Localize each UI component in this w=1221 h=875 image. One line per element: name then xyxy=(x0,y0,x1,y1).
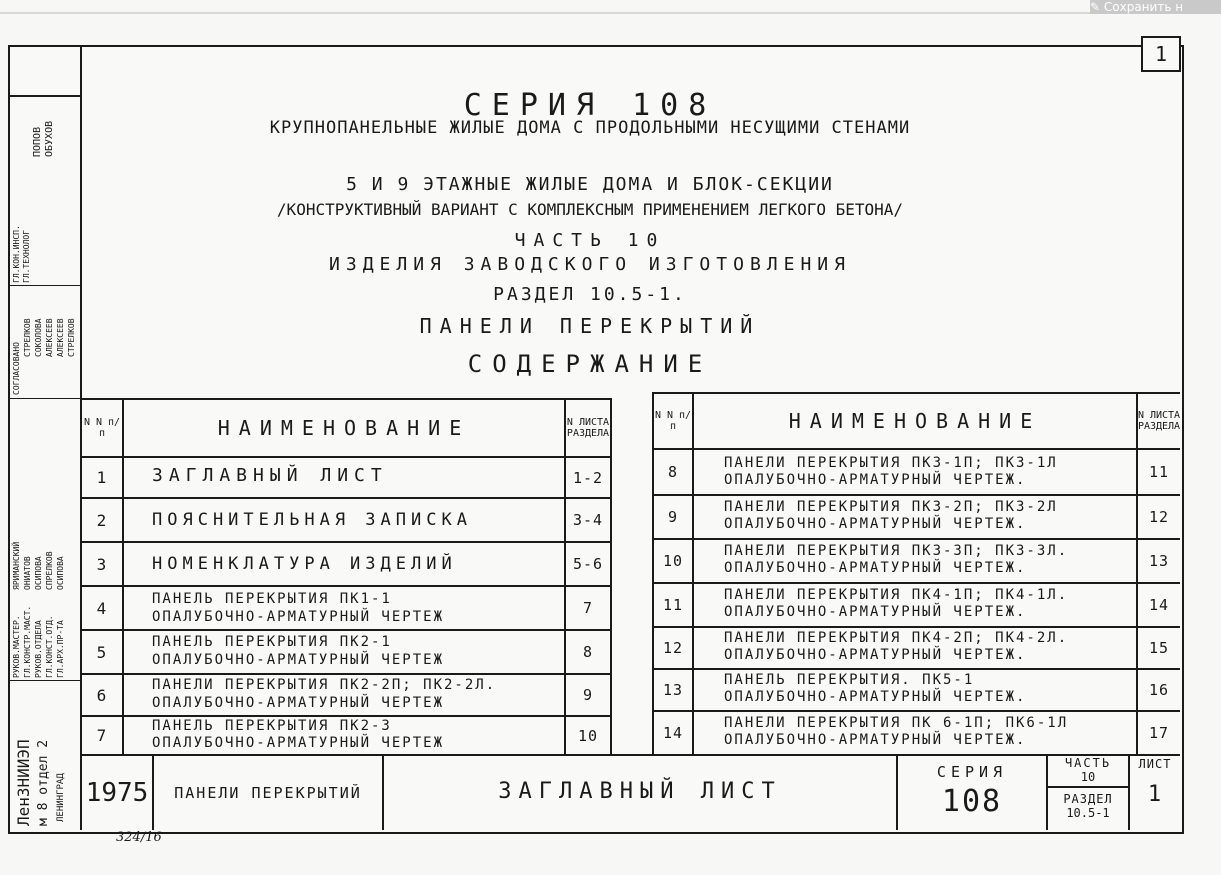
top-divider xyxy=(0,12,1221,14)
row-line xyxy=(82,497,612,499)
row-line xyxy=(652,710,1180,712)
footnote: 324/16 xyxy=(116,830,162,845)
row-line xyxy=(82,715,612,717)
contents-title: СОДЕРЖАНИЕ xyxy=(467,350,713,378)
side-role-2: ГЛ.КОНСТР.МАСТ. xyxy=(23,605,32,678)
row-name: ПАНЕЛЬ ПЕРЕКРЫТИЯ. ПК5-1 xyxy=(724,672,975,688)
side-top-name-2: ОБУХОВ xyxy=(44,120,55,157)
contents-table-left xyxy=(82,398,612,756)
save-button[interactable] xyxy=(1090,0,1221,14)
sheet-number-box xyxy=(1141,36,1181,72)
side-name-4: СПРЕЛКОВ xyxy=(45,551,54,590)
row-line xyxy=(652,494,1180,496)
side-mid-1: СТРЕЛКОВ xyxy=(23,318,32,357)
row-sheet: 9 xyxy=(582,686,594,704)
row-num: 12 xyxy=(662,639,684,657)
stamp-document: ЗАГЛАВНЫЙ ЛИСТ xyxy=(498,778,782,804)
row-name: ПАНЕЛИ ПЕРЕКРЫТИЯ ПК4-1П; ПК4-1Л. xyxy=(724,587,1069,603)
side-mid-block xyxy=(10,287,80,397)
row-name: ПАНЕЛЬ ПЕРЕКРЫТИЯ ПК1-1 xyxy=(152,591,392,607)
side-mid-3: АЛЕКСЕЕВ xyxy=(45,318,54,357)
row-sheet: 1-2 xyxy=(572,468,604,487)
row-num: 8 xyxy=(667,463,679,481)
row-name-2: ОПАЛУБОЧНО-АРМАТУРНЫЙ ЧЕРТЕЖ. xyxy=(724,647,1027,663)
stamp-sheet-value: 1 xyxy=(1147,781,1163,807)
stamp-sheet-label: ЛИСТ xyxy=(1138,756,1172,771)
col-name-header: НАИМЕНОВАНИЕ xyxy=(217,416,471,440)
row-sheet: 7 xyxy=(582,599,594,617)
row-num: 5 xyxy=(96,642,108,662)
row-sheet: 12 xyxy=(1148,508,1170,526)
side-top-role-2: ГЛ.ТЕХНОЛОГ xyxy=(22,230,31,283)
row-name-2: ОПАЛУБОЧНО-АРМАТУРНЫЙ ЧЕРТЕЖ xyxy=(152,735,445,751)
table-header-line xyxy=(82,456,612,458)
save-label: Сохранить н xyxy=(1103,0,1184,14)
row-name-2: ОПАЛУБОЧНО-АРМАТУРНЫЙ ЧЕРТЕЖ. xyxy=(724,732,1027,748)
row-line xyxy=(652,538,1180,540)
stamp-object: ПАНЕЛИ ПЕРЕКРЫТИЙ xyxy=(174,784,362,802)
row-num: 10 xyxy=(662,552,684,570)
side-name-1: ЯРИМАНСКИЙ xyxy=(12,541,21,590)
table-border xyxy=(610,398,612,756)
col-sheet-header: N ЛИСТА РАЗДЕЛА xyxy=(1137,410,1181,432)
row-name: ПАНЕЛЬ ПЕРЕКРЫТИЯ ПК2-1 xyxy=(152,634,392,650)
side-role-5: ГЛ.АРХ.ПР-ТА xyxy=(56,620,65,678)
row-line xyxy=(82,585,612,587)
row-sheet: 11 xyxy=(1148,463,1170,481)
row-name: ПАНЕЛИ ПЕРЕКРЫТИЯ ПК 6-1П; ПК6-1Л xyxy=(724,715,1069,731)
side-top-role-1: ГЛ.КОН.ИНСП. xyxy=(12,225,21,283)
row-sheet: 15 xyxy=(1148,639,1170,657)
row-line xyxy=(652,626,1180,628)
stamp-year: 1975 xyxy=(85,778,149,808)
row-name: НОМЕНКЛАТУРА ИЗДЕЛИЙ xyxy=(152,554,457,574)
row-name-2: ОПАЛУБОЧНО-АРМАТУРНЫЙ ЧЕРТЕЖ. xyxy=(724,516,1027,532)
side-name-2: ОНИАТОВ xyxy=(23,556,32,590)
row-name-2: ОПАЛУБОЧНО-АРМАТУРНЫЙ ЧЕРТЕЖ xyxy=(152,609,445,625)
side-role-1: РУКОВ.МАСТЕР. xyxy=(12,615,21,678)
edit-icon: ✎ xyxy=(1090,0,1101,14)
row-line xyxy=(652,668,1180,670)
row-name: ПАНЕЛИ ПЕРЕКРЫТИЯ ПК2-2П; ПК2-2Л. xyxy=(152,677,497,693)
side-divider xyxy=(8,285,82,286)
row-sheet: 13 xyxy=(1148,552,1170,570)
side-role-3: РУКОВ.ОТДЕЛА xyxy=(34,620,43,678)
side-divider-2 xyxy=(8,398,82,399)
row-sheet: 14 xyxy=(1148,596,1170,614)
row-num: 7 xyxy=(96,726,108,745)
title-line1: 5 И 9 ЭТАЖНЫЕ ЖИЛЫЕ ДОМА И БЛОК-СЕКЦИИ xyxy=(346,174,834,195)
row-num: 14 xyxy=(662,724,684,742)
row-name-2: ОПАЛУБОЧНО-АРМАТУРНЫЙ ЧЕРТЕЖ. xyxy=(724,604,1027,620)
part-title: ЧАСТЬ 10 xyxy=(514,230,666,251)
row-sheet: 16 xyxy=(1148,681,1170,699)
series-title: СЕРИЯ 108 xyxy=(463,88,717,123)
row-name-2: ОПАЛУБОЧНО-АРМАТУРНЫЙ ЧЕРТЕЖ xyxy=(152,695,445,711)
stamp-row xyxy=(1046,786,1128,788)
row-name: ПОЯСНИТЕЛЬНАЯ ЗАПИСКА xyxy=(152,510,472,530)
col-sheet-header: N ЛИСТА РАЗДЕЛА xyxy=(566,417,610,439)
row-num: 2 xyxy=(96,510,108,530)
side-mid-label: СОГЛАСОВАНО xyxy=(12,342,21,395)
row-name: ЗАГЛАВНЫЙ ЛИСТ xyxy=(152,465,388,486)
side-mid-4: АЛЕКСЕЕВ xyxy=(56,318,65,357)
row-line xyxy=(82,541,612,543)
row-name-2: ОПАЛУБОЧНО-АРМАТУРНЫЙ ЧЕРТЕЖ. xyxy=(724,689,1027,705)
row-num: 11 xyxy=(662,596,684,614)
row-sheet: 17 xyxy=(1148,724,1170,742)
stamp-section-label: РАЗДЕЛ xyxy=(1063,791,1113,806)
row-num: 13 xyxy=(662,681,684,699)
side-org-block xyxy=(10,682,80,828)
row-num: 1 xyxy=(96,468,108,487)
row-name: ПАНЕЛИ ПЕРЕКРЫТИЯ ПК3-1П; ПК3-1Л xyxy=(724,455,1058,471)
side-divider-3 xyxy=(8,680,82,681)
side-org-1: ЛенЗНИИЭП xyxy=(14,739,33,826)
row-num: 9 xyxy=(667,508,679,526)
side-mid-2: СОКОЛОВА xyxy=(34,318,43,357)
side-top-name-1: ПОПОВ xyxy=(32,126,43,157)
side-mid-5: СТРЕЛКОВ xyxy=(67,318,76,357)
stamp-section-value: 10.5-1 xyxy=(1066,805,1110,820)
row-name: ПАНЕЛИ ПЕРЕКРЫТИЯ ПК3-2П; ПК3-2Л xyxy=(724,499,1058,515)
side-name-5: ОСИПОВА xyxy=(56,556,65,590)
series-subtitle: КРУПНОПАНЕЛЬНЫЕ ЖИЛЫЕ ДОМА С ПРОДОЛЬНЫМИ НЕСУЩИМИ СТЕНАМИ xyxy=(269,118,911,138)
title-block xyxy=(82,754,1180,830)
row-sheet: 10 xyxy=(577,726,599,745)
stamp-part-label: ЧАСТЬ xyxy=(1064,755,1112,770)
contents-table-right xyxy=(652,392,1180,756)
row-sheet: 3-4 xyxy=(572,511,604,529)
row-name: ПАНЕЛЬ ПЕРЕКРЫТИЯ ПК2-3 xyxy=(152,718,392,734)
row-num: 4 xyxy=(96,598,108,618)
col-num-header: N N п/п xyxy=(83,417,121,439)
side-signatures-block xyxy=(10,400,80,680)
stamp-series-value: 108 xyxy=(941,783,1003,819)
section-title: РАЗДЕЛ 10.5-1. xyxy=(493,284,687,305)
side-name-3: ОСИПОВА xyxy=(34,556,43,590)
stamp-part-value: 10 xyxy=(1080,769,1096,784)
side-top-block xyxy=(10,97,80,287)
row-name-2: ОПАЛУБОЧНО-АРМАТУРНЫЙ ЧЕРТЕЖ. xyxy=(724,472,1027,488)
table-header-line xyxy=(652,448,1180,450)
col-num-header: N N п/п xyxy=(654,410,692,432)
row-line xyxy=(82,629,612,631)
row-sheet: 5-6 xyxy=(572,555,604,573)
row-sheet: 8 xyxy=(582,643,594,661)
products-title: ИЗДЕЛИЯ ЗАВОДСКОГО ИЗГОТОВЛЕНИЯ xyxy=(329,254,851,275)
row-line xyxy=(652,582,1180,584)
row-name: ПАНЕЛИ ПЕРЕКРЫТИЯ ПК3-3П; ПК3-3Л. xyxy=(724,543,1069,559)
side-role-4: ГЛ.КОНСТ.ОТД. xyxy=(45,615,54,678)
side-org-city: ЛЕНИНГРАД xyxy=(56,773,66,822)
row-line xyxy=(82,673,612,675)
panels-title: ПАНЕЛИ ПЕРЕКРЫТИЙ xyxy=(419,314,761,338)
stamp-series-label: СЕРИЯ xyxy=(936,763,1008,781)
row-name-2: ОПАЛУБОЧНО-АРМАТУРНЫЙ ЧЕРТЕЖ xyxy=(152,652,445,668)
side-org-2: м 8 отдел 2 xyxy=(36,739,51,826)
sheet-number: 1 xyxy=(1154,42,1168,66)
row-num: 3 xyxy=(96,554,108,574)
row-num: 6 xyxy=(96,685,108,705)
col-name-header: НАИМЕНОВАНИЕ xyxy=(788,409,1042,433)
title-line2: /КОНСТРУКТИВНЫЙ ВАРИАНТ С КОМПЛЕКСНЫМ ПРИМЕНЕНИЕМ ЛЕГКОГО БЕТОНА/ xyxy=(276,200,904,219)
row-name-2: ОПАЛУБОЧНО-АРМАТУРНЫЙ ЧЕРТЕЖ. xyxy=(724,560,1027,576)
row-name: ПАНЕЛИ ПЕРЕКРЫТИЯ ПК4-2П; ПК4-2Л. xyxy=(724,630,1069,646)
